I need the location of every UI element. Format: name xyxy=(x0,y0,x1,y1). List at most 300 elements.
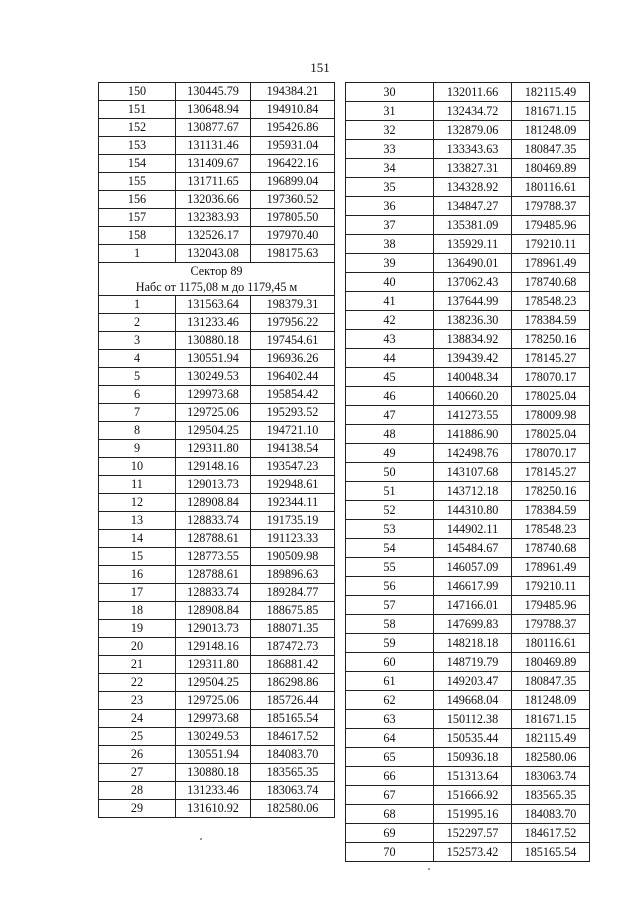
table-row xyxy=(346,83,590,102)
y-coordinate: 194910.84 xyxy=(251,101,335,119)
x-coordinate: 130249.53 xyxy=(176,368,251,386)
y-coordinate: 178025.04 xyxy=(512,425,590,444)
x-coordinate: 132879.06 xyxy=(434,121,512,140)
y-coordinate: 182115.49 xyxy=(512,83,590,102)
point-number: 70 xyxy=(346,843,434,862)
table-row xyxy=(99,173,335,191)
y-coordinate: 184617.52 xyxy=(512,824,590,843)
x-coordinate: 131233.46 xyxy=(176,314,251,332)
x-coordinate: 130249.53 xyxy=(176,728,251,746)
y-coordinate: 183565.35 xyxy=(251,764,335,782)
table-row xyxy=(99,746,335,764)
point-number: 36 xyxy=(346,197,434,216)
y-coordinate: 182580.06 xyxy=(512,748,590,767)
point-number: 158 xyxy=(99,227,176,245)
table-row xyxy=(99,227,335,245)
point-number: 12 xyxy=(99,494,176,512)
table-row xyxy=(346,178,590,197)
table-row xyxy=(346,691,590,710)
table-row xyxy=(346,710,590,729)
x-coordinate: 129013.73 xyxy=(176,620,251,638)
x-coordinate: 128788.61 xyxy=(176,566,251,584)
table-row xyxy=(346,539,590,558)
x-coordinate: 129973.68 xyxy=(176,710,251,728)
left-table-body-bottom xyxy=(99,296,335,818)
x-coordinate: 129311.80 xyxy=(176,656,251,674)
y-coordinate: 191123.33 xyxy=(251,530,335,548)
y-coordinate: 198175.63 xyxy=(251,245,335,263)
y-coordinate: 197360.52 xyxy=(251,191,335,209)
point-number: 27 xyxy=(99,764,176,782)
table-row xyxy=(346,311,590,330)
y-coordinate: 179210.11 xyxy=(512,577,590,596)
point-number: 154 xyxy=(99,155,176,173)
table-row xyxy=(99,155,335,173)
scan-speck xyxy=(428,868,430,870)
y-coordinate: 189284.77 xyxy=(251,584,335,602)
x-coordinate: 130551.94 xyxy=(176,350,251,368)
table-row xyxy=(346,330,590,349)
y-coordinate: 192344.11 xyxy=(251,494,335,512)
y-coordinate: 181248.09 xyxy=(512,121,590,140)
table-row xyxy=(99,620,335,638)
table-row xyxy=(99,404,335,422)
table-row xyxy=(346,577,590,596)
point-number: 35 xyxy=(346,178,434,197)
table-row xyxy=(346,843,590,862)
point-number: 49 xyxy=(346,444,434,463)
x-coordinate: 128908.84 xyxy=(176,494,251,512)
point-number: 39 xyxy=(346,254,434,273)
table-row xyxy=(346,482,590,501)
sector-title: Сектор 89 xyxy=(99,263,335,280)
point-number: 156 xyxy=(99,191,176,209)
table-row xyxy=(99,332,335,350)
point-number: 15 xyxy=(99,548,176,566)
point-number: 37 xyxy=(346,216,434,235)
x-coordinate: 128833.74 xyxy=(176,512,251,530)
table-row xyxy=(99,101,335,119)
x-coordinate: 148218.18 xyxy=(434,634,512,653)
y-coordinate: 194384.21 xyxy=(251,83,335,101)
table-row xyxy=(346,767,590,786)
y-coordinate: 178548.23 xyxy=(512,292,590,311)
y-coordinate: 185165.54 xyxy=(512,843,590,862)
y-coordinate: 195293.52 xyxy=(251,404,335,422)
table-row xyxy=(346,501,590,520)
point-number: 61 xyxy=(346,672,434,691)
sector-subtitle-row xyxy=(99,279,335,296)
point-number: 44 xyxy=(346,349,434,368)
table-row xyxy=(99,422,335,440)
y-coordinate: 184617.52 xyxy=(251,728,335,746)
y-coordinate: 178384.59 xyxy=(512,311,590,330)
point-number: 64 xyxy=(346,729,434,748)
y-coordinate: 178250.16 xyxy=(512,330,590,349)
x-coordinate: 135381.09 xyxy=(434,216,512,235)
point-number: 47 xyxy=(346,406,434,425)
point-number: 52 xyxy=(346,501,434,520)
x-coordinate: 128788.61 xyxy=(176,530,251,548)
table-row xyxy=(346,387,590,406)
y-coordinate: 181671.15 xyxy=(512,102,590,121)
y-coordinate: 186881.42 xyxy=(251,656,335,674)
x-coordinate: 128773.55 xyxy=(176,548,251,566)
x-coordinate: 133343.63 xyxy=(434,140,512,159)
x-coordinate: 151995.16 xyxy=(434,805,512,824)
table-row xyxy=(99,764,335,782)
y-coordinate: 191735.19 xyxy=(251,512,335,530)
point-number: 62 xyxy=(346,691,434,710)
point-number: 21 xyxy=(99,656,176,674)
y-coordinate: 178145.27 xyxy=(512,349,590,368)
point-number: 22 xyxy=(99,674,176,692)
page-number: 151 xyxy=(310,60,330,75)
table-row xyxy=(346,729,590,748)
point-number: 13 xyxy=(99,512,176,530)
point-number: 53 xyxy=(346,520,434,539)
point-number: 26 xyxy=(99,746,176,764)
y-coordinate: 182115.49 xyxy=(512,729,590,748)
y-coordinate: 180116.61 xyxy=(512,178,590,197)
y-coordinate: 180469.89 xyxy=(512,159,590,178)
x-coordinate: 135929.11 xyxy=(434,235,512,254)
y-coordinate: 190509.98 xyxy=(251,548,335,566)
table-row xyxy=(346,463,590,482)
y-coordinate: 185165.54 xyxy=(251,710,335,728)
table-row xyxy=(99,638,335,656)
table-row xyxy=(346,368,590,387)
x-coordinate: 134328.92 xyxy=(434,178,512,197)
x-coordinate: 149203.47 xyxy=(434,672,512,691)
point-number: 59 xyxy=(346,634,434,653)
y-coordinate: 197970.40 xyxy=(251,227,335,245)
y-coordinate: 178384.59 xyxy=(512,501,590,520)
point-number: 48 xyxy=(346,425,434,444)
y-coordinate: 196402.44 xyxy=(251,368,335,386)
table-row xyxy=(99,494,335,512)
table-row xyxy=(346,292,590,311)
point-number: 51 xyxy=(346,482,434,501)
x-coordinate: 132043.08 xyxy=(176,245,251,263)
point-number: 25 xyxy=(99,728,176,746)
table-row xyxy=(99,566,335,584)
y-coordinate: 194721.10 xyxy=(251,422,335,440)
table-row xyxy=(346,273,590,292)
x-coordinate: 137644.99 xyxy=(434,292,512,311)
point-number: 17 xyxy=(99,584,176,602)
scan-speck xyxy=(200,838,202,840)
table-row xyxy=(99,602,335,620)
point-number: 24 xyxy=(99,710,176,728)
table-row xyxy=(346,596,590,615)
y-coordinate: 182580.06 xyxy=(251,800,335,818)
point-number: 150 xyxy=(99,83,176,101)
point-number: 9 xyxy=(99,440,176,458)
table-row xyxy=(346,824,590,843)
y-coordinate: 196422.16 xyxy=(251,155,335,173)
y-coordinate: 179210.11 xyxy=(512,235,590,254)
table-row xyxy=(99,83,335,101)
table-row xyxy=(99,191,335,209)
y-coordinate: 178740.68 xyxy=(512,273,590,292)
table-row xyxy=(99,296,335,314)
x-coordinate: 129148.16 xyxy=(176,458,251,476)
x-coordinate: 131563.64 xyxy=(176,296,251,314)
table-row xyxy=(346,520,590,539)
y-coordinate: 179485.96 xyxy=(512,596,590,615)
x-coordinate: 132526.17 xyxy=(176,227,251,245)
y-coordinate: 183063.74 xyxy=(512,767,590,786)
y-coordinate: 186298.86 xyxy=(251,674,335,692)
x-coordinate: 132011.66 xyxy=(434,83,512,102)
point-number: 3 xyxy=(99,332,176,350)
table-row xyxy=(346,425,590,444)
table-row xyxy=(99,440,335,458)
table-row xyxy=(346,121,590,140)
y-coordinate: 197805.50 xyxy=(251,209,335,227)
table-row xyxy=(346,406,590,425)
x-coordinate: 138834.92 xyxy=(434,330,512,349)
table-row xyxy=(99,137,335,155)
point-number: 60 xyxy=(346,653,434,672)
y-coordinate: 179485.96 xyxy=(512,216,590,235)
y-coordinate: 197454.61 xyxy=(251,332,335,350)
table-row xyxy=(346,140,590,159)
table-row xyxy=(99,584,335,602)
table-row xyxy=(99,710,335,728)
x-coordinate: 143712.18 xyxy=(434,482,512,501)
x-coordinate: 147166.01 xyxy=(434,596,512,615)
point-number: 68 xyxy=(346,805,434,824)
point-number: 58 xyxy=(346,615,434,634)
x-coordinate: 129725.06 xyxy=(176,404,251,422)
table-row xyxy=(99,386,335,404)
point-number: 46 xyxy=(346,387,434,406)
point-number: 10 xyxy=(99,458,176,476)
x-coordinate: 134847.27 xyxy=(434,197,512,216)
x-coordinate: 131131.46 xyxy=(176,137,251,155)
point-number: 29 xyxy=(99,800,176,818)
y-coordinate: 195931.04 xyxy=(251,137,335,155)
table-row xyxy=(99,782,335,800)
table-row xyxy=(346,748,590,767)
x-coordinate: 130880.18 xyxy=(176,764,251,782)
y-coordinate: 197956.22 xyxy=(251,314,335,332)
x-coordinate: 150535.44 xyxy=(434,729,512,748)
point-number: 153 xyxy=(99,137,176,155)
table-row xyxy=(99,314,335,332)
x-coordinate: 144310.80 xyxy=(434,501,512,520)
x-coordinate: 129013.73 xyxy=(176,476,251,494)
y-coordinate: 192948.61 xyxy=(251,476,335,494)
right-table-body xyxy=(346,83,590,862)
point-number: 54 xyxy=(346,539,434,558)
y-coordinate: 178548.23 xyxy=(512,520,590,539)
table-row xyxy=(99,458,335,476)
y-coordinate: 183565.35 xyxy=(512,786,590,805)
y-coordinate: 193547.23 xyxy=(251,458,335,476)
table-row xyxy=(346,634,590,653)
y-coordinate: 194138.54 xyxy=(251,440,335,458)
table-row xyxy=(346,615,590,634)
point-number: 50 xyxy=(346,463,434,482)
point-number: 157 xyxy=(99,209,176,227)
x-coordinate: 141886.90 xyxy=(434,425,512,444)
y-coordinate: 180847.35 xyxy=(512,140,590,159)
table-row xyxy=(99,119,335,137)
point-number: 65 xyxy=(346,748,434,767)
x-coordinate: 150936.18 xyxy=(434,748,512,767)
x-coordinate: 136490.01 xyxy=(434,254,512,273)
table-row xyxy=(346,672,590,691)
table-row xyxy=(346,349,590,368)
x-coordinate: 130445.79 xyxy=(176,83,251,101)
point-number: 152 xyxy=(99,119,176,137)
point-number: 56 xyxy=(346,577,434,596)
table-row xyxy=(99,512,335,530)
point-number: 14 xyxy=(99,530,176,548)
x-coordinate: 129725.06 xyxy=(176,692,251,710)
table-row xyxy=(346,805,590,824)
table-row xyxy=(99,368,335,386)
x-coordinate: 144902.11 xyxy=(434,520,512,539)
y-coordinate: 179788.37 xyxy=(512,197,590,216)
table-row xyxy=(346,558,590,577)
x-coordinate: 151666.92 xyxy=(434,786,512,805)
y-coordinate: 178145.27 xyxy=(512,463,590,482)
point-number: 45 xyxy=(346,368,434,387)
y-coordinate: 181248.09 xyxy=(512,691,590,710)
x-coordinate: 141273.55 xyxy=(434,406,512,425)
x-coordinate: 152573.42 xyxy=(434,843,512,862)
x-coordinate: 147699.83 xyxy=(434,615,512,634)
sector-subtitle: Набс от 1175,08 м до 1179,45 м xyxy=(99,279,335,296)
y-coordinate: 198379.31 xyxy=(251,296,335,314)
y-coordinate: 180847.35 xyxy=(512,672,590,691)
y-coordinate: 184083.70 xyxy=(251,746,335,764)
x-coordinate: 146057.09 xyxy=(434,558,512,577)
table-row xyxy=(99,656,335,674)
left-coordinates-table xyxy=(98,82,335,818)
x-coordinate: 130551.94 xyxy=(176,746,251,764)
point-number: 30 xyxy=(346,83,434,102)
x-coordinate: 128833.74 xyxy=(176,584,251,602)
point-number: 6 xyxy=(99,386,176,404)
point-number: 31 xyxy=(346,102,434,121)
y-coordinate: 195426.86 xyxy=(251,119,335,137)
x-coordinate: 139439.42 xyxy=(434,349,512,368)
point-number: 23 xyxy=(99,692,176,710)
point-number: 151 xyxy=(99,101,176,119)
x-coordinate: 131409.67 xyxy=(176,155,251,173)
point-number: 20 xyxy=(99,638,176,656)
x-coordinate: 142498.76 xyxy=(434,444,512,463)
table-row xyxy=(99,350,335,368)
y-coordinate: 188675.85 xyxy=(251,602,335,620)
x-coordinate: 132383.93 xyxy=(176,209,251,227)
x-coordinate: 151313.64 xyxy=(434,767,512,786)
point-number: 67 xyxy=(346,786,434,805)
table-row xyxy=(99,530,335,548)
x-coordinate: 129311.80 xyxy=(176,440,251,458)
table-row xyxy=(346,159,590,178)
x-coordinate: 140048.34 xyxy=(434,368,512,387)
point-number: 1 xyxy=(99,296,176,314)
point-number: 40 xyxy=(346,273,434,292)
y-coordinate: 178961.49 xyxy=(512,558,590,577)
point-number: 69 xyxy=(346,824,434,843)
point-number: 57 xyxy=(346,596,434,615)
y-coordinate: 178961.49 xyxy=(512,254,590,273)
y-coordinate: 178070.17 xyxy=(512,368,590,387)
point-number: 16 xyxy=(99,566,176,584)
point-number: 32 xyxy=(346,121,434,140)
point-number: 63 xyxy=(346,710,434,729)
x-coordinate: 133827.31 xyxy=(434,159,512,178)
x-coordinate: 131610.92 xyxy=(176,800,251,818)
x-coordinate: 131233.46 xyxy=(176,782,251,800)
point-number: 42 xyxy=(346,311,434,330)
point-number: 41 xyxy=(346,292,434,311)
table-row xyxy=(99,728,335,746)
x-coordinate: 143107.68 xyxy=(434,463,512,482)
y-coordinate: 180469.89 xyxy=(512,653,590,672)
point-number: 33 xyxy=(346,140,434,159)
table-row xyxy=(99,476,335,494)
point-number: 4 xyxy=(99,350,176,368)
x-coordinate: 130880.18 xyxy=(176,332,251,350)
table-row xyxy=(99,548,335,566)
table-row xyxy=(99,800,335,818)
x-coordinate: 128908.84 xyxy=(176,602,251,620)
x-coordinate: 145484.67 xyxy=(434,539,512,558)
table-row xyxy=(346,197,590,216)
x-coordinate: 132036.66 xyxy=(176,191,251,209)
y-coordinate: 187472.73 xyxy=(251,638,335,656)
x-coordinate: 149668.04 xyxy=(434,691,512,710)
point-number: 55 xyxy=(346,558,434,577)
y-coordinate: 196899.04 xyxy=(251,173,335,191)
table-row xyxy=(346,653,590,672)
x-coordinate: 137062.43 xyxy=(434,273,512,292)
x-coordinate: 146617.99 xyxy=(434,577,512,596)
table-row xyxy=(99,209,335,227)
table-row xyxy=(346,235,590,254)
point-number: 18 xyxy=(99,602,176,620)
x-coordinate: 130877.67 xyxy=(176,119,251,137)
x-coordinate: 150112.38 xyxy=(434,710,512,729)
table-row xyxy=(346,254,590,273)
y-coordinate: 178250.16 xyxy=(512,482,590,501)
point-number: 5 xyxy=(99,368,176,386)
y-coordinate: 179788.37 xyxy=(512,615,590,634)
table-row xyxy=(99,245,335,263)
y-coordinate: 195854.42 xyxy=(251,386,335,404)
y-coordinate: 180116.61 xyxy=(512,634,590,653)
x-coordinate: 152297.57 xyxy=(434,824,512,843)
table-row xyxy=(346,786,590,805)
point-number: 19 xyxy=(99,620,176,638)
x-coordinate: 132434.72 xyxy=(434,102,512,121)
y-coordinate: 184083.70 xyxy=(512,805,590,824)
x-coordinate: 130648.94 xyxy=(176,101,251,119)
x-coordinate: 148719.79 xyxy=(434,653,512,672)
point-number: 28 xyxy=(99,782,176,800)
right-coordinates-table xyxy=(345,82,590,862)
x-coordinate: 129504.25 xyxy=(176,422,251,440)
y-coordinate: 181671.15 xyxy=(512,710,590,729)
